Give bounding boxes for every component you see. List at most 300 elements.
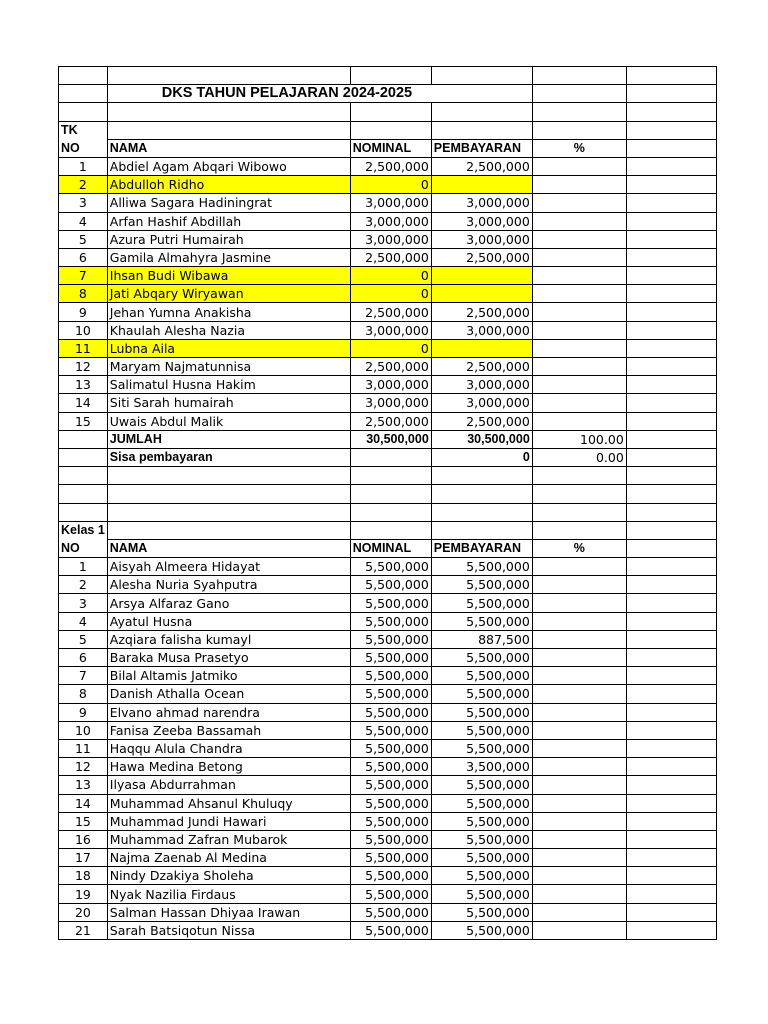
row-nama[interactable]: Haqqu Alula Chandra bbox=[107, 739, 350, 757]
row-nama[interactable]: Alesha Nuria Syahputra bbox=[107, 576, 350, 594]
empty-cell[interactable] bbox=[350, 103, 431, 121]
row-pembayaran[interactable] bbox=[431, 176, 532, 194]
table-row bbox=[59, 412, 717, 430]
row-percent[interactable] bbox=[532, 921, 626, 939]
row-no[interactable]: 10 bbox=[59, 321, 108, 339]
row-nominal[interactable]: 5,500,000 bbox=[350, 903, 431, 921]
row-no[interactable]: 15 bbox=[59, 812, 108, 830]
row-no[interactable]: 18 bbox=[59, 867, 108, 885]
jumlah-percent[interactable]: 100.00 bbox=[532, 430, 626, 448]
row-percent[interactable] bbox=[532, 812, 626, 830]
row-nama[interactable]: Ihsan Budi Wibawa bbox=[107, 267, 350, 285]
row-percent[interactable] bbox=[532, 594, 626, 612]
row-pembayaran[interactable]: 2,500,000 bbox=[431, 303, 532, 321]
row-no[interactable]: 20 bbox=[59, 903, 108, 921]
row-nominal[interactable]: 2,500,000 bbox=[350, 248, 431, 266]
empty-cell[interactable] bbox=[107, 103, 350, 121]
row-percent[interactable] bbox=[532, 358, 626, 376]
row-nominal[interactable]: 5,500,000 bbox=[350, 685, 431, 703]
page-title[interactable]: DKS TAHUN PELAJARAN 2024-2025 bbox=[107, 85, 532, 103]
header-nama[interactable]: NAMA bbox=[107, 139, 350, 157]
table-row bbox=[59, 649, 717, 667]
row-no[interactable]: 14 bbox=[59, 794, 108, 812]
empty-cell[interactable] bbox=[532, 485, 626, 503]
empty-cell[interactable] bbox=[350, 448, 431, 466]
row-nominal[interactable]: 0 bbox=[350, 285, 431, 303]
empty-cell[interactable] bbox=[626, 248, 716, 266]
empty-cell[interactable] bbox=[350, 521, 431, 539]
row-no[interactable]: 2 bbox=[59, 176, 108, 194]
row-percent[interactable] bbox=[532, 194, 626, 212]
empty-cell[interactable] bbox=[59, 467, 108, 485]
row-nominal[interactable]: 5,500,000 bbox=[350, 667, 431, 685]
row-nominal[interactable]: 5,500,000 bbox=[350, 594, 431, 612]
empty-cell[interactable] bbox=[59, 67, 108, 85]
empty-cell[interactable] bbox=[626, 758, 716, 776]
section-label[interactable]: Kelas 1 bbox=[59, 521, 108, 539]
jumlah-nominal[interactable]: 30,500,000 bbox=[350, 430, 431, 448]
row-percent[interactable] bbox=[532, 576, 626, 594]
header-no[interactable]: NO bbox=[59, 539, 108, 557]
empty-cell[interactable] bbox=[626, 267, 716, 285]
row-no[interactable]: 9 bbox=[59, 303, 108, 321]
row-percent[interactable] bbox=[532, 267, 626, 285]
row-percent[interactable] bbox=[532, 558, 626, 576]
header-no[interactable]: NO bbox=[59, 139, 108, 157]
row-nominal[interactable]: 3,000,000 bbox=[350, 321, 431, 339]
row-nama[interactable]: Aisyah Almeera Hidayat bbox=[107, 558, 350, 576]
row-no[interactable]: 6 bbox=[59, 248, 108, 266]
row-nama[interactable]: Ilyasa Abdurrahman bbox=[107, 776, 350, 794]
row-nama[interactable]: Lubna Aila bbox=[107, 339, 350, 357]
row-pembayaran[interactable] bbox=[431, 267, 532, 285]
row-nominal[interactable]: 5,500,000 bbox=[350, 630, 431, 648]
empty-cell[interactable] bbox=[626, 157, 716, 175]
row-nominal[interactable]: 2,500,000 bbox=[350, 412, 431, 430]
empty-cell[interactable] bbox=[626, 230, 716, 248]
empty-cell[interactable] bbox=[626, 212, 716, 230]
empty-cell[interactable] bbox=[626, 67, 716, 85]
empty-cell[interactable] bbox=[626, 539, 716, 557]
row-nama[interactable]: Bilal Altamis Jatmiko bbox=[107, 667, 350, 685]
row-nama[interactable]: Ayatul Husna bbox=[107, 612, 350, 630]
row-percent[interactable] bbox=[532, 794, 626, 812]
row-no[interactable]: 7 bbox=[59, 267, 108, 285]
table-row bbox=[59, 667, 717, 685]
row-no[interactable]: 8 bbox=[59, 685, 108, 703]
empty-cell[interactable] bbox=[626, 867, 716, 885]
empty-cell[interactable] bbox=[532, 503, 626, 521]
row-nominal[interactable]: 5,500,000 bbox=[350, 612, 431, 630]
table-row bbox=[59, 921, 717, 939]
row-pembayaran[interactable] bbox=[431, 339, 532, 357]
row-no[interactable]: 3 bbox=[59, 194, 108, 212]
empty-cell[interactable] bbox=[431, 67, 532, 85]
row-nama[interactable]: Azqiara falisha kumayl bbox=[107, 630, 350, 648]
row-nama[interactable]: Salman Hassan Dhiyaa Irawan bbox=[107, 903, 350, 921]
empty-cell[interactable] bbox=[532, 467, 626, 485]
row-percent[interactable] bbox=[532, 776, 626, 794]
row-nama[interactable]: Abdulloh Ridho bbox=[107, 176, 350, 194]
row-no[interactable]: 11 bbox=[59, 739, 108, 757]
empty-cell[interactable] bbox=[532, 67, 626, 85]
row-nominal[interactable]: 2,500,000 bbox=[350, 157, 431, 175]
row-percent[interactable] bbox=[532, 339, 626, 357]
empty-cell[interactable] bbox=[626, 776, 716, 794]
row-nominal[interactable]: 5,500,000 bbox=[350, 830, 431, 848]
empty-cell[interactable] bbox=[626, 576, 716, 594]
row-nama[interactable]: Fanisa Zeeba Bassamah bbox=[107, 721, 350, 739]
row-nominal[interactable]: 5,500,000 bbox=[350, 885, 431, 903]
empty-cell[interactable] bbox=[626, 849, 716, 867]
empty-cell[interactable] bbox=[626, 830, 716, 848]
empty-cell[interactable] bbox=[626, 176, 716, 194]
empty-cell[interactable] bbox=[626, 903, 716, 921]
empty-cell[interactable] bbox=[626, 521, 716, 539]
empty-cell[interactable] bbox=[626, 85, 716, 103]
row-percent[interactable] bbox=[532, 321, 626, 339]
empty-cell[interactable] bbox=[626, 885, 716, 903]
row-nama[interactable]: Azura Putri Humairah bbox=[107, 230, 350, 248]
row-nominal[interactable]: 5,500,000 bbox=[350, 921, 431, 939]
row-no[interactable]: 6 bbox=[59, 649, 108, 667]
row-no[interactable]: 7 bbox=[59, 667, 108, 685]
sisa-label[interactable]: Sisa pembayaran bbox=[107, 448, 350, 466]
empty-cell[interactable] bbox=[626, 285, 716, 303]
row-pembayaran[interactable]: 5,500,000 bbox=[431, 558, 532, 576]
empty-cell[interactable] bbox=[626, 412, 716, 430]
row-percent[interactable] bbox=[532, 849, 626, 867]
jumlah-row bbox=[59, 430, 717, 448]
empty-cell[interactable] bbox=[626, 739, 716, 757]
row-pembayaran[interactable]: 3,000,000 bbox=[431, 321, 532, 339]
row-percent[interactable] bbox=[532, 885, 626, 903]
empty-cell[interactable] bbox=[626, 667, 716, 685]
row-percent[interactable] bbox=[532, 830, 626, 848]
empty-cell[interactable] bbox=[626, 485, 716, 503]
empty-cell[interactable] bbox=[626, 139, 716, 157]
row-percent[interactable] bbox=[532, 176, 626, 194]
row-nama[interactable]: Nindy Dzakiya Sholeha bbox=[107, 867, 350, 885]
spreadsheet-grid bbox=[58, 66, 717, 940]
row-percent[interactable] bbox=[532, 303, 626, 321]
empty-cell[interactable] bbox=[107, 467, 350, 485]
row-percent[interactable] bbox=[532, 721, 626, 739]
empty-cell[interactable] bbox=[431, 121, 532, 139]
empty-cell[interactable] bbox=[532, 103, 626, 121]
row-pembayaran[interactable]: 5,500,000 bbox=[431, 921, 532, 939]
row-nominal[interactable]: 0 bbox=[350, 339, 431, 357]
table-row bbox=[59, 303, 717, 321]
row-pembayaran[interactable]: 2,500,000 bbox=[431, 157, 532, 175]
row-percent[interactable] bbox=[532, 212, 626, 230]
jumlah-pembayaran[interactable]: 30,500,000 bbox=[431, 430, 532, 448]
row-percent[interactable] bbox=[532, 685, 626, 703]
empty-cell[interactable] bbox=[626, 321, 716, 339]
row-pembayaran[interactable]: 3,500,000 bbox=[431, 758, 532, 776]
empty-cell[interactable] bbox=[107, 521, 350, 539]
empty-cell[interactable] bbox=[626, 394, 716, 412]
row-nominal[interactable]: 5,500,000 bbox=[350, 739, 431, 757]
empty-cell[interactable] bbox=[350, 121, 431, 139]
empty-cell[interactable] bbox=[626, 121, 716, 139]
row-no[interactable]: 2 bbox=[59, 576, 108, 594]
row-no[interactable]: 4 bbox=[59, 212, 108, 230]
row-nominal[interactable]: 5,500,000 bbox=[350, 812, 431, 830]
row-percent[interactable] bbox=[532, 903, 626, 921]
row-no[interactable]: 16 bbox=[59, 830, 108, 848]
row-percent[interactable] bbox=[532, 649, 626, 667]
empty-cell[interactable] bbox=[626, 630, 716, 648]
empty-cell[interactable] bbox=[626, 594, 716, 612]
empty-cell[interactable] bbox=[626, 794, 716, 812]
table-row bbox=[59, 885, 717, 903]
empty-cell[interactable] bbox=[350, 485, 431, 503]
header-percent[interactable]: % bbox=[532, 539, 626, 557]
empty-cell[interactable] bbox=[626, 303, 716, 321]
row-nama[interactable]: Nyak Nazilia Firdaus bbox=[107, 885, 350, 903]
row-no[interactable]: 12 bbox=[59, 358, 108, 376]
row-pembayaran[interactable]: 3,000,000 bbox=[431, 394, 532, 412]
empty-cell[interactable] bbox=[431, 103, 532, 121]
empty-cell[interactable] bbox=[59, 85, 108, 103]
empty-cell[interactable] bbox=[59, 448, 108, 466]
row-pembayaran[interactable]: 3,000,000 bbox=[431, 230, 532, 248]
empty-cell[interactable] bbox=[626, 649, 716, 667]
row-no[interactable]: 19 bbox=[59, 885, 108, 903]
row-no[interactable]: 21 bbox=[59, 921, 108, 939]
table-row bbox=[59, 794, 717, 812]
row-nama[interactable]: Jehan Yumna Anakisha bbox=[107, 303, 350, 321]
row-nama[interactable]: Arfan Hashif Abdillah bbox=[107, 212, 350, 230]
row-no[interactable]: 15 bbox=[59, 412, 108, 430]
row-percent[interactable] bbox=[532, 248, 626, 266]
empty-cell[interactable] bbox=[626, 358, 716, 376]
row-nama[interactable]: Gamila Almahyra Jasmine bbox=[107, 248, 350, 266]
empty-cell[interactable] bbox=[626, 467, 716, 485]
row-pembayaran[interactable]: 887,500 bbox=[431, 630, 532, 648]
empty-cell[interactable] bbox=[626, 430, 716, 448]
row-nama[interactable]: Muhammad Jundi Hawari bbox=[107, 812, 350, 830]
row-nominal[interactable]: 5,500,000 bbox=[350, 721, 431, 739]
row-pembayaran[interactable]: 5,500,000 bbox=[431, 812, 532, 830]
empty-cell[interactable] bbox=[626, 103, 716, 121]
row-nama[interactable]: Danish Athalla Ocean bbox=[107, 685, 350, 703]
row-nominal[interactable]: 0 bbox=[350, 176, 431, 194]
empty-cell[interactable] bbox=[431, 521, 532, 539]
sisa-row bbox=[59, 448, 717, 466]
section-label[interactable]: TK bbox=[59, 121, 108, 139]
empty-cell[interactable] bbox=[431, 467, 532, 485]
row-nama[interactable]: Arsya Alfaraz Gano bbox=[107, 594, 350, 612]
row-nama[interactable]: Jati Abqary Wiryawan bbox=[107, 285, 350, 303]
row-nominal[interactable]: 5,500,000 bbox=[350, 794, 431, 812]
row-nominal[interactable]: 5,500,000 bbox=[350, 758, 431, 776]
row-pembayaran[interactable]: 5,500,000 bbox=[431, 794, 532, 812]
sisa-pembayaran[interactable]: 0 bbox=[431, 448, 532, 466]
row-no[interactable]: 5 bbox=[59, 630, 108, 648]
row-nominal[interactable]: 3,000,000 bbox=[350, 194, 431, 212]
row-no[interactable]: 5 bbox=[59, 230, 108, 248]
row-nama[interactable]: Sarah Batsiqotun Nissa bbox=[107, 921, 350, 939]
empty-cell[interactable] bbox=[59, 485, 108, 503]
row-no[interactable]: 12 bbox=[59, 758, 108, 776]
row-nominal[interactable]: 3,000,000 bbox=[350, 376, 431, 394]
row-pembayaran[interactable]: 3,000,000 bbox=[431, 212, 532, 230]
row-percent[interactable] bbox=[532, 758, 626, 776]
row-nama[interactable]: Siti Sarah humairah bbox=[107, 394, 350, 412]
row-no[interactable]: 11 bbox=[59, 339, 108, 357]
row-no[interactable]: 8 bbox=[59, 285, 108, 303]
sisa-percent[interactable]: 0.00 bbox=[532, 448, 626, 466]
row-nama[interactable]: Hawa Medina Betong bbox=[107, 758, 350, 776]
header-nominal[interactable]: NOMINAL bbox=[350, 539, 431, 557]
row-nominal[interactable]: 5,500,000 bbox=[350, 558, 431, 576]
row-nominal[interactable]: 5,500,000 bbox=[350, 576, 431, 594]
row-nominal[interactable]: 5,500,000 bbox=[350, 649, 431, 667]
empty-cell[interactable] bbox=[59, 103, 108, 121]
row-nama[interactable]: Najma Zaenab Al Medina bbox=[107, 849, 350, 867]
row-pembayaran[interactable]: 5,500,000 bbox=[431, 739, 532, 757]
row-nama[interactable]: Baraka Musa Prasetyo bbox=[107, 649, 350, 667]
row-nominal[interactable]: 5,500,000 bbox=[350, 703, 431, 721]
row-percent[interactable] bbox=[532, 630, 626, 648]
empty-cell[interactable] bbox=[626, 685, 716, 703]
row-pembayaran[interactable]: 5,500,000 bbox=[431, 885, 532, 903]
empty-cell[interactable] bbox=[350, 503, 431, 521]
row-nama[interactable]: Elvano ahmad narendra bbox=[107, 703, 350, 721]
jumlah-label[interactable]: JUMLAH bbox=[107, 430, 350, 448]
row-pembayaran[interactable]: 3,000,000 bbox=[431, 376, 532, 394]
empty-cell[interactable] bbox=[350, 467, 431, 485]
row-pembayaran[interactable]: 5,500,000 bbox=[431, 667, 532, 685]
row-no[interactable]: 4 bbox=[59, 612, 108, 630]
empty-cell[interactable] bbox=[626, 448, 716, 466]
empty-cell[interactable] bbox=[350, 67, 431, 85]
row-pembayaran[interactable]: 5,500,000 bbox=[431, 576, 532, 594]
row-pembayaran[interactable]: 5,500,000 bbox=[431, 903, 532, 921]
row-nama[interactable]: Alliwa Sagara Hadiningrat bbox=[107, 194, 350, 212]
row-pembayaran[interactable] bbox=[431, 285, 532, 303]
row-pembayaran[interactable]: 5,500,000 bbox=[431, 703, 532, 721]
empty-cell[interactable] bbox=[59, 503, 108, 521]
empty-cell[interactable] bbox=[626, 558, 716, 576]
empty-cell[interactable] bbox=[107, 67, 350, 85]
row-nama[interactable]: Salimatul Husna Hakim bbox=[107, 376, 350, 394]
row-nama[interactable]: Uwais Abdul Malik bbox=[107, 412, 350, 430]
header-nominal[interactable]: NOMINAL bbox=[350, 139, 431, 157]
row-percent[interactable] bbox=[532, 157, 626, 175]
row-nama[interactable]: Maryam Najmatunnisa bbox=[107, 358, 350, 376]
empty-cell[interactable] bbox=[532, 121, 626, 139]
row-nominal[interactable]: 2,500,000 bbox=[350, 358, 431, 376]
table-row bbox=[59, 285, 717, 303]
row-no[interactable]: 1 bbox=[59, 157, 108, 175]
row-pembayaran[interactable]: 5,500,000 bbox=[431, 776, 532, 794]
row-no[interactable]: 13 bbox=[59, 376, 108, 394]
header-pembayaran[interactable]: PEMBAYARAN bbox=[431, 539, 532, 557]
row-nominal[interactable]: 3,000,000 bbox=[350, 230, 431, 248]
row-percent[interactable] bbox=[532, 230, 626, 248]
empty-cell[interactable] bbox=[626, 703, 716, 721]
empty-cell[interactable] bbox=[107, 485, 350, 503]
header-nama[interactable]: NAMA bbox=[107, 539, 350, 557]
row-pembayaran[interactable]: 5,500,000 bbox=[431, 849, 532, 867]
row-percent[interactable] bbox=[532, 412, 626, 430]
row-nama[interactable]: Muhammad Ahsanul Khuluqy bbox=[107, 794, 350, 812]
empty-cell[interactable] bbox=[626, 812, 716, 830]
empty-cell[interactable] bbox=[532, 85, 626, 103]
row-no[interactable]: 13 bbox=[59, 776, 108, 794]
row-nama[interactable]: Abdiel Agam Abqari Wibowo bbox=[107, 157, 350, 175]
row-pembayaran[interactable]: 2,500,000 bbox=[431, 358, 532, 376]
row-nama[interactable]: Muhammad Zafran Mubarok bbox=[107, 830, 350, 848]
row-no[interactable]: 17 bbox=[59, 849, 108, 867]
row-pembayaran[interactable]: 5,500,000 bbox=[431, 721, 532, 739]
row-percent[interactable] bbox=[532, 667, 626, 685]
row-nominal[interactable]: 5,500,000 bbox=[350, 849, 431, 867]
row-percent[interactable] bbox=[532, 376, 626, 394]
row-pembayaran[interactable]: 5,500,000 bbox=[431, 867, 532, 885]
empty-cell[interactable] bbox=[626, 921, 716, 939]
row-percent[interactable] bbox=[532, 867, 626, 885]
row-nama[interactable]: Khaulah Alesha Nazia bbox=[107, 321, 350, 339]
section-label-row bbox=[59, 521, 717, 539]
header-percent[interactable]: % bbox=[532, 139, 626, 157]
row-pembayaran[interactable]: 2,500,000 bbox=[431, 248, 532, 266]
header-pembayaran[interactable]: PEMBAYARAN bbox=[431, 139, 532, 157]
row-percent[interactable] bbox=[532, 703, 626, 721]
row-nominal[interactable]: 5,500,000 bbox=[350, 867, 431, 885]
row-nominal[interactable]: 3,000,000 bbox=[350, 212, 431, 230]
empty-cell[interactable] bbox=[626, 721, 716, 739]
row-no[interactable]: 1 bbox=[59, 558, 108, 576]
row-percent[interactable] bbox=[532, 285, 626, 303]
row-pembayaran[interactable]: 5,500,000 bbox=[431, 649, 532, 667]
row-percent[interactable] bbox=[532, 394, 626, 412]
row-pembayaran[interactable]: 5,500,000 bbox=[431, 612, 532, 630]
row-nominal[interactable]: 0 bbox=[350, 267, 431, 285]
row-pembayaran[interactable]: 2,500,000 bbox=[431, 412, 532, 430]
row-pembayaran[interactable]: 3,000,000 bbox=[431, 194, 532, 212]
empty-cell[interactable] bbox=[626, 339, 716, 357]
row-no[interactable]: 9 bbox=[59, 703, 108, 721]
empty-cell[interactable] bbox=[626, 503, 716, 521]
table-row bbox=[59, 267, 717, 285]
row-nominal[interactable]: 3,000,000 bbox=[350, 394, 431, 412]
row-no[interactable]: 14 bbox=[59, 394, 108, 412]
table-row bbox=[59, 176, 717, 194]
row-percent[interactable] bbox=[532, 612, 626, 630]
row-pembayaran[interactable]: 5,500,000 bbox=[431, 594, 532, 612]
empty-cell[interactable] bbox=[532, 521, 626, 539]
row-pembayaran[interactable]: 5,500,000 bbox=[431, 830, 532, 848]
row-nominal[interactable]: 5,500,000 bbox=[350, 776, 431, 794]
empty-cell[interactable] bbox=[431, 503, 532, 521]
empty-cell[interactable] bbox=[107, 121, 350, 139]
empty-cell[interactable] bbox=[107, 503, 350, 521]
row-nominal[interactable]: 2,500,000 bbox=[350, 303, 431, 321]
empty-cell[interactable] bbox=[431, 485, 532, 503]
empty-cell[interactable] bbox=[626, 612, 716, 630]
empty-cell[interactable] bbox=[59, 430, 108, 448]
row-pembayaran[interactable]: 5,500,000 bbox=[431, 685, 532, 703]
row-no[interactable]: 10 bbox=[59, 721, 108, 739]
empty-cell[interactable] bbox=[626, 194, 716, 212]
row-percent[interactable] bbox=[532, 739, 626, 757]
empty-cell[interactable] bbox=[626, 376, 716, 394]
row-no[interactable]: 3 bbox=[59, 594, 108, 612]
